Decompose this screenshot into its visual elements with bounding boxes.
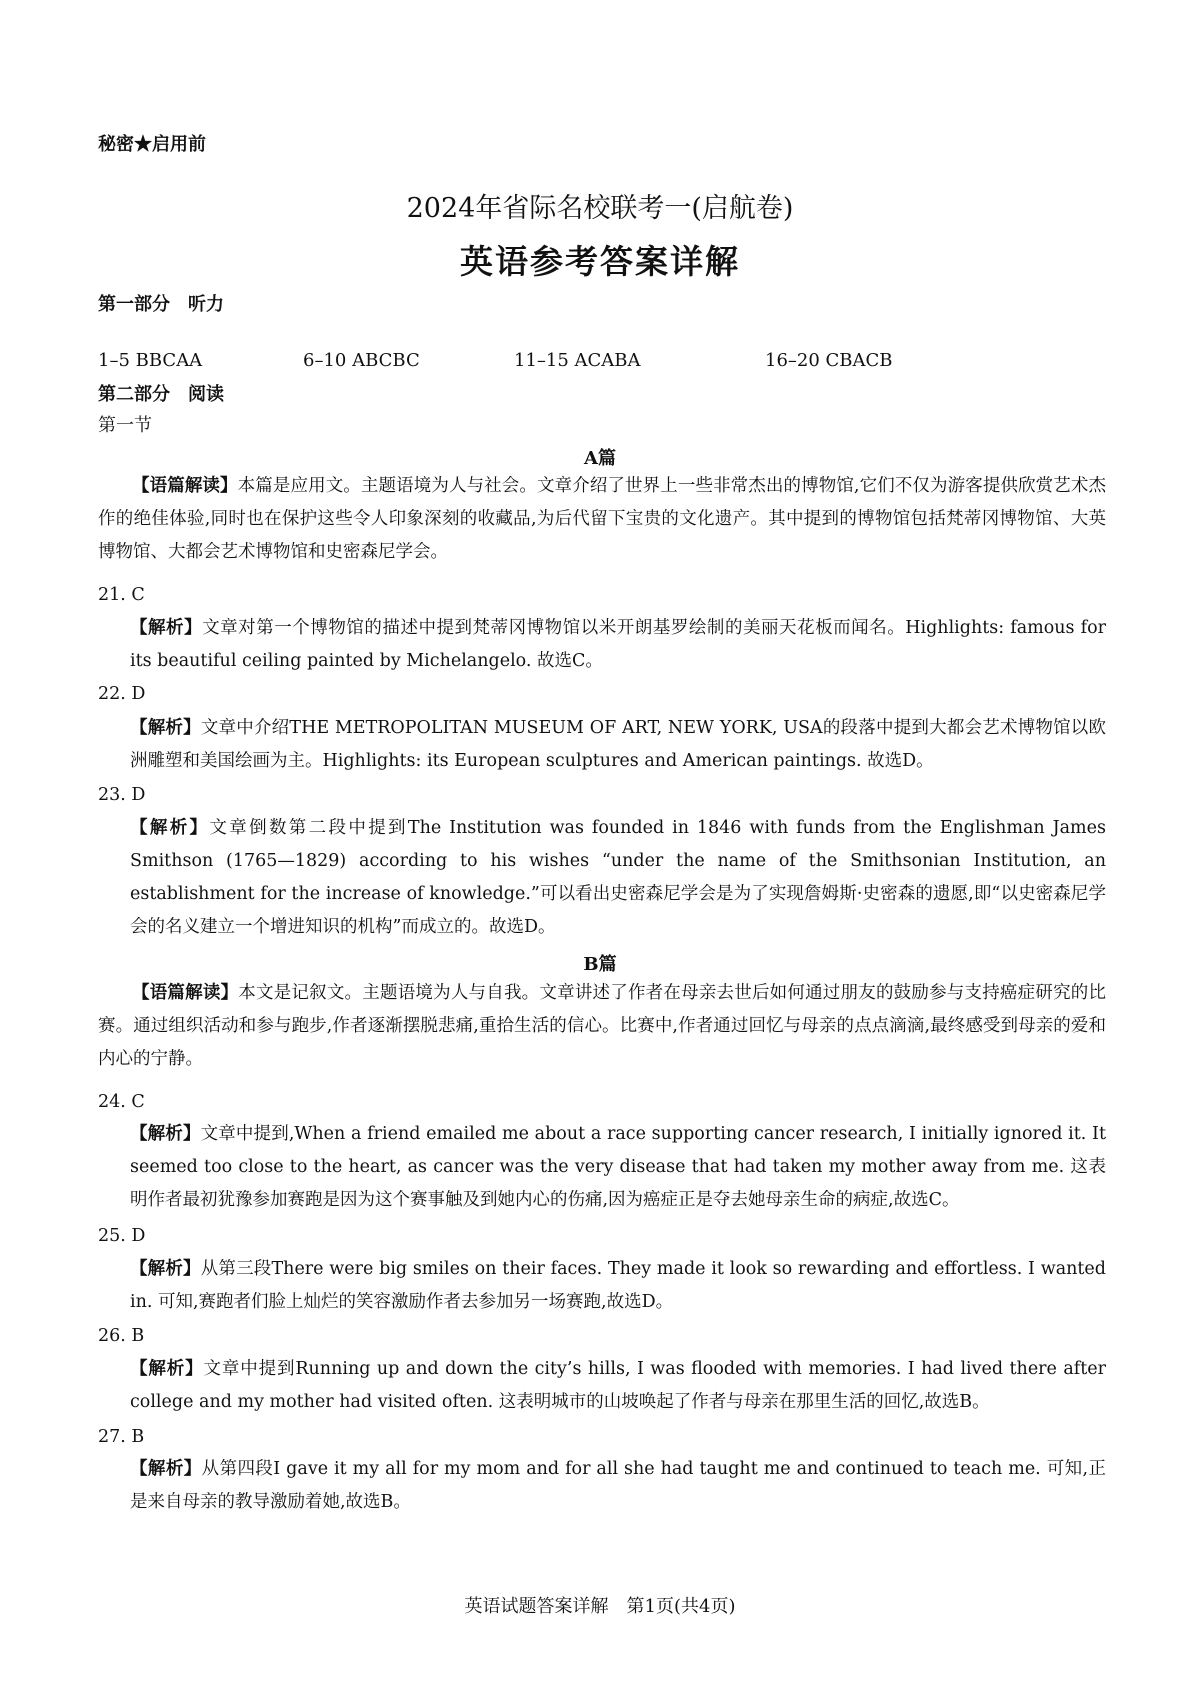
explanation-text: 文章中介绍THE METROPOLITAN MUSEUM OF ART, NEW YORK, USA的段落中提到大都会艺术博物馆以欧洲雕塑和美国绘画为主。Highlights: its European sculptures and American paintings. 故选D。 (130, 718, 1106, 771)
summary-text: 本文是记叙文。主题语境为人与自我。文章讲述了作者在母亲去世后如何通过朋友的鼓励参与支持癌症研究的比赛。通过组织活动和参与跑步,作者逐渐摆脱悲痛,重拾生活的信心。比赛中,作者通过回忆与母亲的点点滴滴,最终感受到母亲的爱和内心的宁静。 (98, 983, 1106, 1069)
listening-answers-2: 6–10 ABCBC (303, 350, 420, 371)
exam-title: 2024年省际名校联考一(启航卷) (406, 193, 794, 224)
question-22-explanation (130, 712, 1106, 778)
explanation-label: 【解析】 (130, 1259, 201, 1279)
question-21-explanation (130, 612, 1106, 678)
explanation-text: 文章中提到,When a friend emailed me about a race supporting cancer research, I initially ignored it. It seemed too close to the heart, as cancer was the very disease that had taken my mother away from me. 这表明作者最初犹豫参加赛跑是因为这个赛事触及到她内心的伤痛,因为癌症正是夺去她母亲生命的病症,故选C。 (130, 1124, 1107, 1210)
explanation-label: 【解析】 (130, 1359, 204, 1379)
section-heading: 第一节 (98, 415, 152, 436)
explanation-text: 从第三段There were big smiles on their faces. They made it look so rewarding and effortless. I wanted in. 可知,赛跑者们脸上灿烂的笑容激励作者去参加另一场赛跑,故选D。 (130, 1259, 1106, 1312)
passage-a-heading: A篇 (584, 448, 616, 469)
question-26-answer: 26. B (98, 1326, 145, 1346)
explanation-label: 【解析】 (130, 1459, 202, 1479)
explanation-label: 【解析】 (130, 718, 201, 738)
question-24-answer: 24. C (98, 1092, 145, 1112)
explanation-label: 【解析】 (130, 818, 210, 838)
summary-label: 【语篇解读】 (132, 476, 238, 496)
summary-label: 【语篇解读】 (132, 983, 239, 1003)
question-24-explanation (130, 1118, 1106, 1217)
question-23-answer: 23. D (98, 785, 146, 805)
question-25-answer: 25. D (98, 1226, 146, 1246)
explanation-label: 【解析】 (130, 618, 203, 638)
passage-b-summary (98, 977, 1106, 1076)
listening-answers-3: 11–15 ACABA (514, 350, 641, 371)
part2-heading: 第二部分 阅读 (98, 384, 224, 405)
document-subtitle: 英语参考答案详解 (460, 242, 740, 281)
passage-a-summary (98, 470, 1106, 569)
explanation-text: 文章倒数第二段中提到The Institution was founded in 1846 with funds from the Englishman James Smithson (1765—1829) according to his wishes “under the name of the Smithsonian Institution, an establishment for the increase of knowledge.”可以看出史密森尼学会是为了实现詹姆斯·史密森的遗愿,即“以史密森尼学会的名义建立一个增进知识的机构”而成立的。故选D。 (130, 818, 1106, 937)
part1-heading: 第一部分 听力 (98, 294, 224, 315)
question-21-answer: 21. C (98, 585, 145, 605)
page-footer: 英语试题答案详解 第1页(共4页) (464, 1596, 736, 1617)
explanation-text: 文章对第一个博物馆的描述中提到梵蒂冈博物馆以米开朗基罗绘制的美丽天花板而闻名。Highlights: famous for its beautiful ceiling painted by Michelangelo. 故选C。 (130, 618, 1107, 671)
question-26-explanation (130, 1353, 1106, 1419)
question-27-explanation (130, 1453, 1106, 1519)
confidential-mark: 秘密★启用前 (98, 134, 206, 155)
listening-answers-4: 16–20 CBACB (765, 350, 893, 371)
explanation-text: 从第四段I gave it my all for my mom and for all she had taught me and continued to teach me. 可知,正是来自母亲的教导激励着她,故选B。 (130, 1459, 1107, 1512)
explanation-label: 【解析】 (130, 1124, 201, 1144)
question-27-answer: 27. B (98, 1427, 145, 1447)
question-22-answer: 22. D (98, 684, 146, 704)
listening-answers-1: 1–5 BBCAA (98, 350, 203, 371)
passage-b-heading: B篇 (583, 954, 617, 975)
summary-text: 本篇是应用文。主题语境为人与社会。文章介绍了世界上一些非常杰出的博物馆,它们不仅为游客提供欣赏艺术杰作的绝佳体验,同时也在保护这些令人印象深刻的收藏品,为后代留下宝贵的文化遗产。其中提到的博物馆包括梵蒂冈博物馆、大英博物馆、大都会艺术博物馆和史密森尼学会。 (98, 476, 1107, 562)
question-25-explanation (130, 1253, 1106, 1319)
question-23-explanation (130, 812, 1106, 944)
explanation-text: 文章中提到Running up and down the city’s hills, I was flooded with memories. I had lived there after college and my mother had visited often. 这表明城市的山坡唤起了作者与母亲在那里生活的回忆,故选B。 (130, 1359, 1107, 1412)
